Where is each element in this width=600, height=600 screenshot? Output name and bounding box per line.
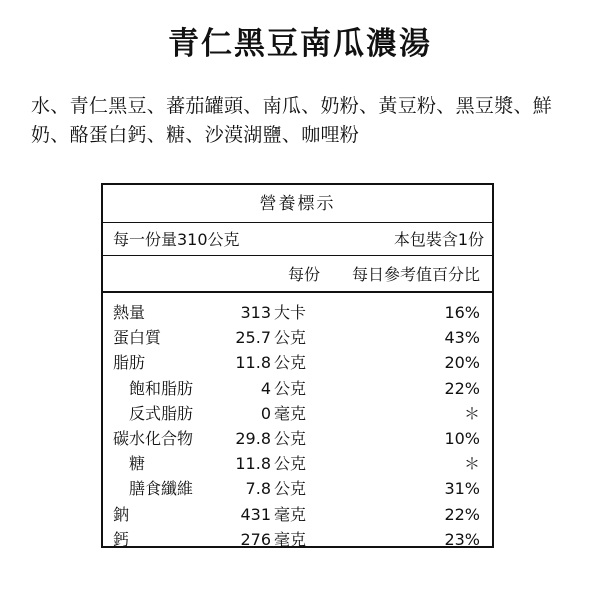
nutrient-amount: 0: [260, 403, 271, 423]
serving-size: 每一份量310公克: [113, 230, 240, 249]
ingredients-list: 水、青仁黑豆、蕃茄罐頭、南瓜、奶粉、黃豆粉、黑豆漿、鮮奶、酪蛋白鈣、糖、沙漠湖鹽、咖哩粉: [31, 95, 553, 146]
nutrient-unit: 毫克: [274, 529, 307, 549]
nutrient-unit: 毫克: [274, 504, 307, 524]
nutrient-daily-value: 43%: [444, 328, 480, 348]
nutrient-daily-value: 10%: [444, 428, 480, 448]
nutrient-unit: 公克: [274, 479, 307, 499]
nutrient-name: 膳食纖維: [129, 479, 194, 499]
nutrient-unit: 毫克: [274, 403, 307, 423]
nutrient-amount: 25.7: [235, 328, 271, 348]
nutrient-name: 反式脂肪: [129, 403, 194, 423]
nutrient-unit: 公克: [274, 378, 307, 398]
nutrient-daily-value: ＊: [463, 454, 480, 474]
nutrient-amount: 11.8: [235, 454, 271, 474]
nutrient-name: 脂肪: [113, 353, 146, 373]
nutrient-daily-value: 22%: [444, 504, 480, 524]
nutrient-amount: 7.8: [245, 479, 271, 499]
nutrient-amount: 29.8: [235, 428, 271, 448]
servings-per-package: 本包裝含1份: [393, 230, 484, 249]
nutrient-name: 蛋白質: [113, 328, 162, 348]
serving-info: [103, 223, 492, 256]
nutrient-daily-value: 23%: [444, 529, 480, 549]
nutrition-heading: 營養標示: [103, 185, 492, 223]
nutrient-amount: 276: [240, 529, 271, 549]
per-serving-header: 每份: [287, 265, 320, 284]
daily-value-header: 每日參考值百分比: [351, 265, 480, 284]
nutrient-unit: 公克: [274, 428, 307, 448]
nutrient-row-dietary-fiber: [103, 476, 492, 501]
nutrient-row-protein: [103, 325, 492, 350]
nutrient-row-calcium: [103, 527, 492, 552]
nutrient-name: 糖: [129, 454, 146, 474]
nutrient-row-fat: [103, 350, 492, 375]
product-title: 青仁黑豆南瓜濃湯: [168, 26, 432, 62]
nutrient-name: 飽和脂肪: [129, 378, 194, 398]
nutrient-row-sodium: [103, 502, 492, 527]
nutrient-unit: 公克: [274, 454, 307, 474]
nutrient-amount: 313: [240, 303, 271, 322]
nutrient-amount: 11.8: [235, 353, 271, 373]
nutrient-daily-value: 31%: [444, 479, 480, 499]
nutrient-unit: 大卡: [274, 303, 307, 322]
nutrient-name: 鈉: [113, 504, 130, 524]
nutrient-daily-value: 22%: [444, 378, 480, 398]
nutrient-row-carbohydrate: [103, 426, 492, 451]
nutrient-unit: 公克: [274, 353, 307, 373]
nutrient-daily-value: ＊: [463, 403, 480, 423]
nutrient-amount: 4: [260, 378, 271, 398]
nutrition-column-headers: [103, 256, 492, 293]
nutrient-name: 熱量: [113, 303, 146, 322]
nutrient-daily-value: 20%: [444, 353, 480, 373]
nutrient-name: 鈣: [113, 529, 130, 549]
nutrient-daily-value: 16%: [444, 303, 480, 322]
nutrient-amount: 431: [240, 504, 271, 524]
nutrient-row-sugar: [103, 451, 492, 476]
nutrient-row-trans-fat: [103, 401, 492, 426]
nutrient-row-energy: [103, 300, 492, 325]
nutrient-row-saturated-fat: [103, 376, 492, 401]
nutrient-unit: 公克: [274, 328, 307, 348]
nutrient-name: 碳水化合物: [113, 428, 194, 448]
nutrient-rows: [103, 293, 492, 552]
nutrition-facts-panel: [101, 183, 494, 548]
